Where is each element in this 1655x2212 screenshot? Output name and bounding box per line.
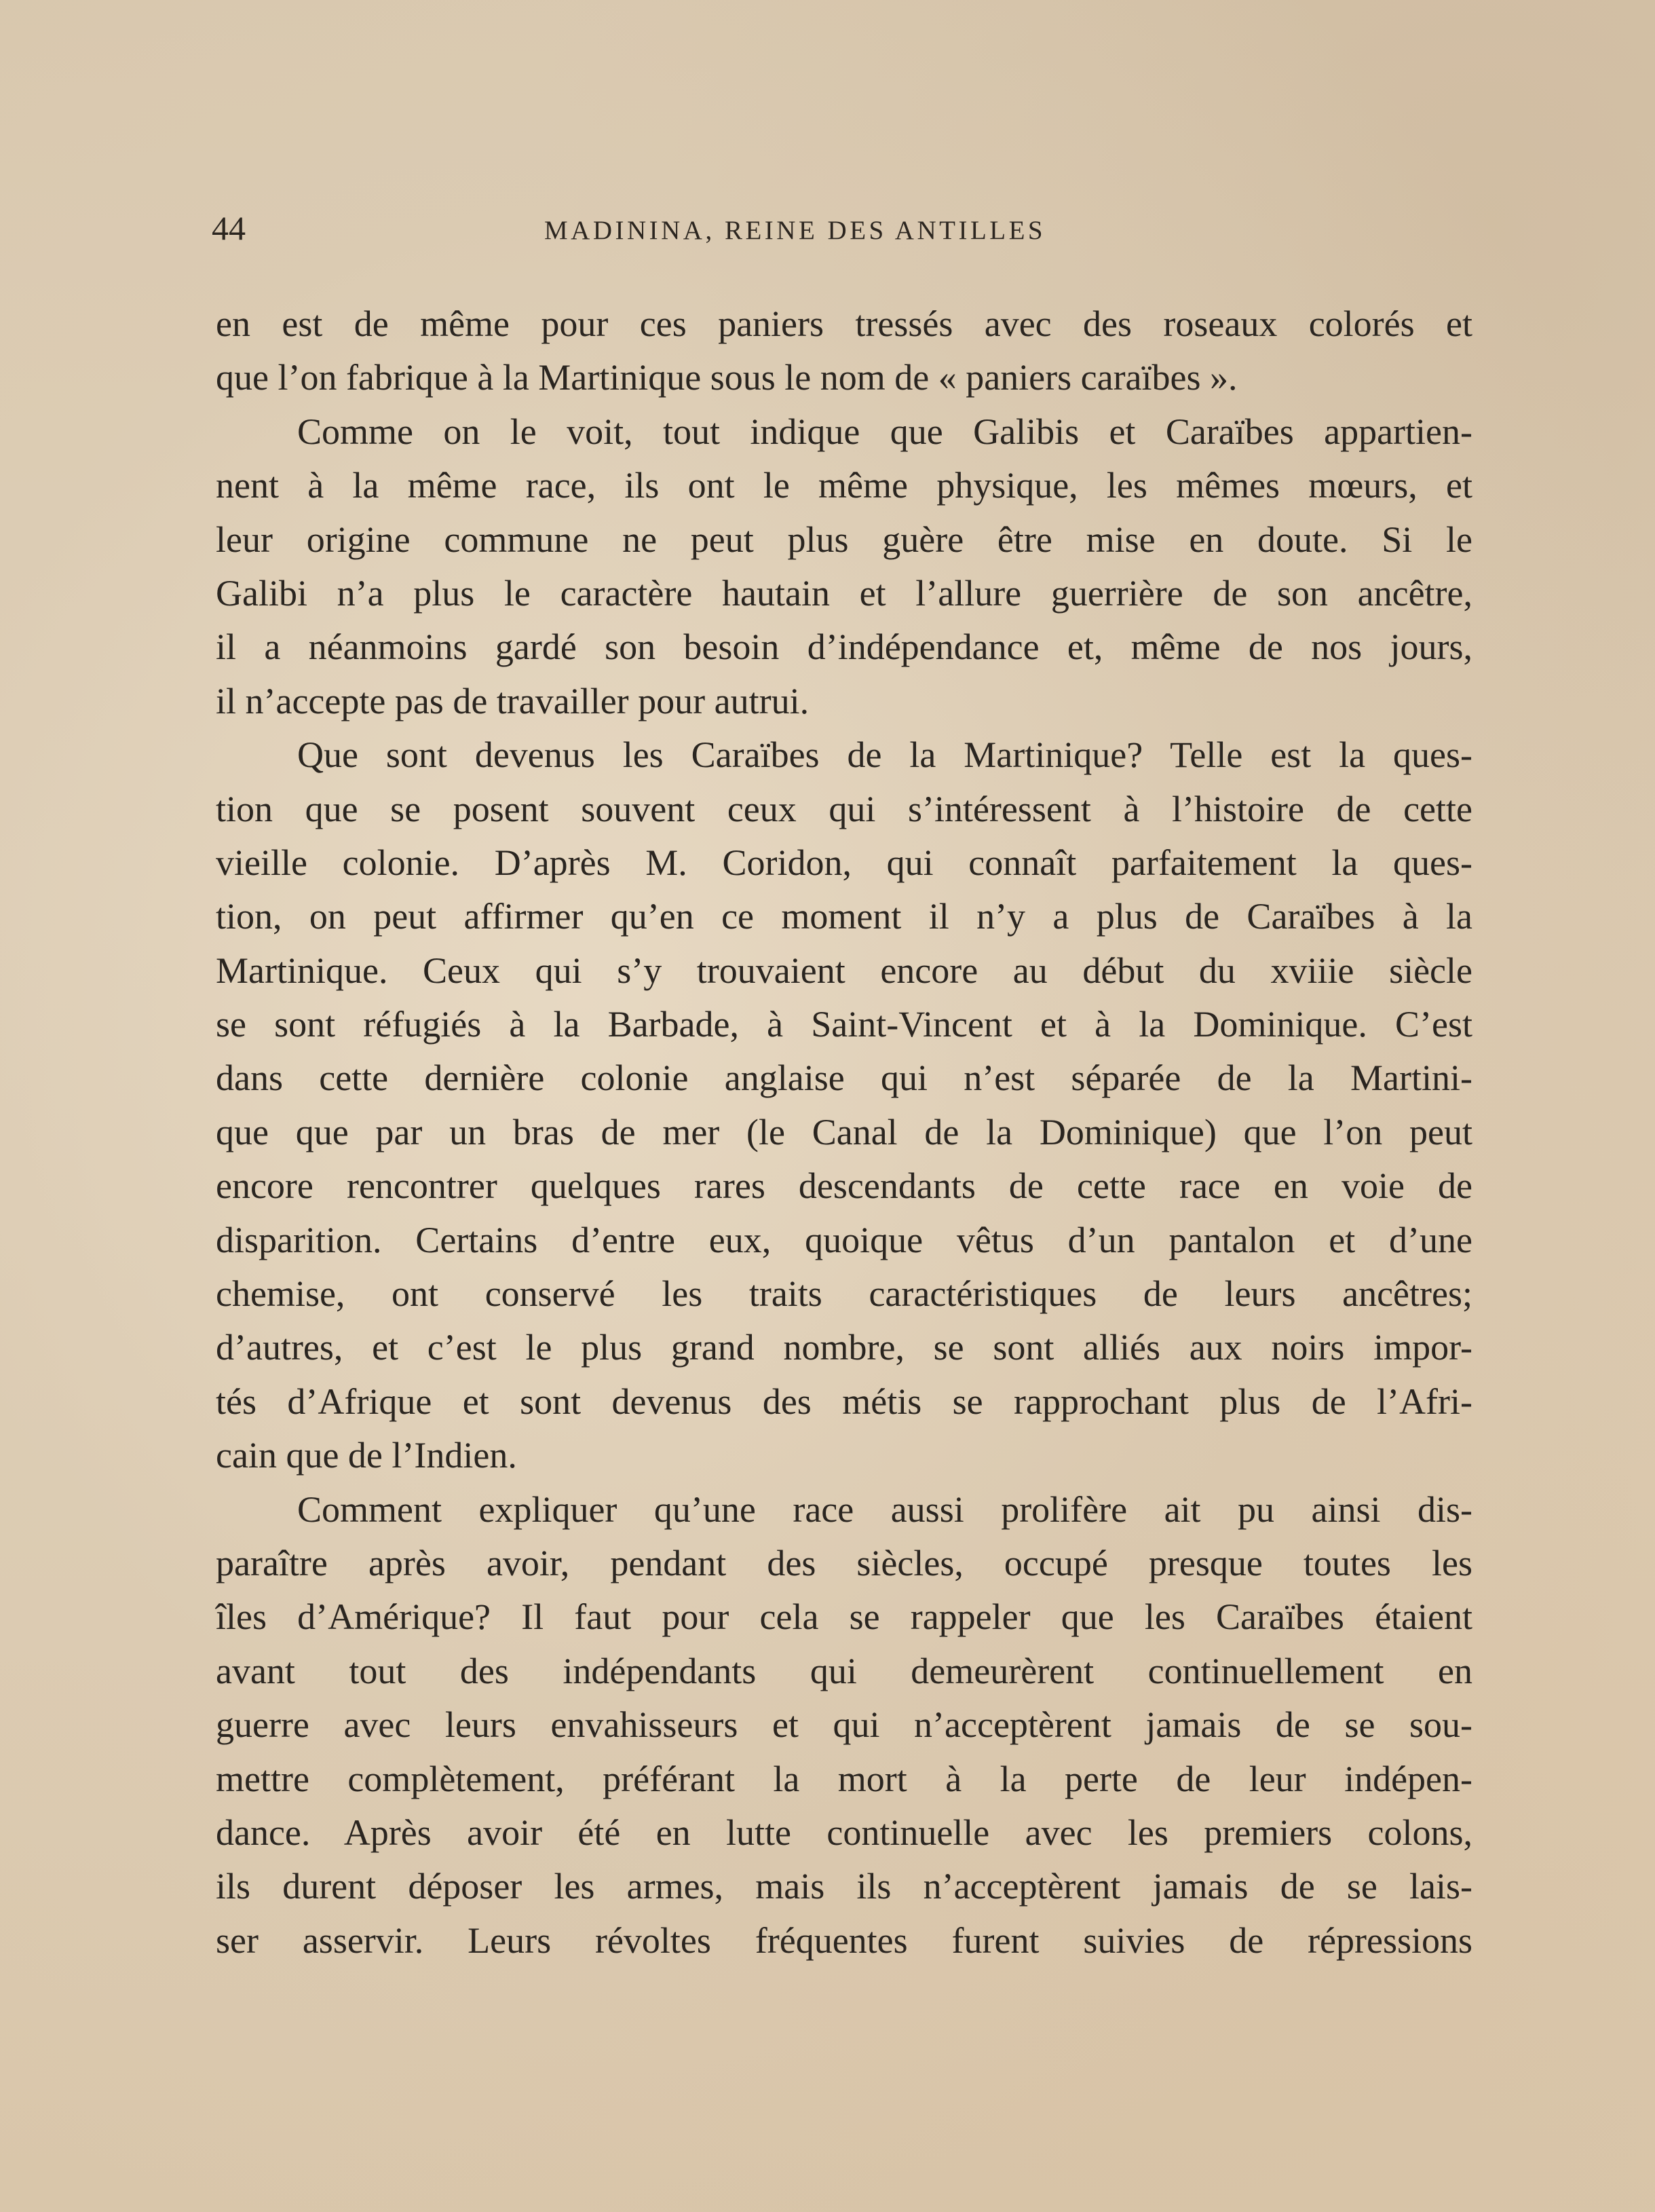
- text-line: que que par un bras de mer (le Canal de la Dominique) que l’on peut: [216, 1111, 1472, 1152]
- text-line: chemise, ont conservé les traits caractéristiques de leurs ancêtres;: [216, 1273, 1472, 1315]
- text-line: il a néanmoins gardé son besoin d’indépendance et, même de nos jours,: [216, 626, 1472, 668]
- text-line: Martinique. Ceux qui s’y trouvaient encore au début du xviiie siècle: [216, 950, 1472, 991]
- text-line: tion que se posent souvent ceux qui s’intéressent à l’histoire de cette: [216, 788, 1472, 829]
- text-line: paraître après avoir, pendant des siècles, occupé presque toutes les: [216, 1542, 1472, 1583]
- text-line: dance. Après avoir été en lutte continuelle avec les premiers colons,: [216, 1812, 1472, 1853]
- text-line: ser asservir. Leurs révoltes fréquentes furent suivies de répressions: [216, 1919, 1472, 1961]
- text-line: il n’accepte pas de travailler pour autrui.: [216, 680, 810, 721]
- text-line: mettre complètement, préférant la mort à la perte de leur indépen-: [216, 1758, 1472, 1799]
- text-line: nent à la même race, ils ont le même physique, les mêmes mœurs, et: [216, 465, 1472, 506]
- text-line: disparition. Certains d’entre eux, quoique vêtus d’un pantalon et d’une: [216, 1219, 1472, 1260]
- text-line: encore rencontrer quelques rares descendants de cette race en voie de: [216, 1165, 1472, 1207]
- page-number: 44: [212, 209, 246, 247]
- text-line: îles d’Amérique? Il faut pour cela se rappeler que les Caraïbes étaient: [216, 1596, 1472, 1638]
- text-line: se sont réfugiés à la Barbade, à Saint-Vincent et à la Dominique. C’est: [216, 1004, 1472, 1045]
- text-line: en est de même pour ces paniers tressés avec des roseaux colorés et: [216, 303, 1472, 344]
- text-line: tés d’Afrique et sont devenus des métis se rapprochant plus de l’Afri-: [216, 1381, 1472, 1422]
- text-line: vieille colonie. D’après M. Coridon, qui connaît parfaitement la ques-: [216, 842, 1472, 883]
- text-line: ils durent déposer les armes, mais ils n’acceptèrent jamais de se lais-: [216, 1866, 1472, 1907]
- body-text: [216, 297, 1472, 1968]
- paragraph-first-line: Que sont devenus les Caraïbes de la Martinique? Telle est la ques-: [297, 734, 1472, 776]
- text-line: guerre avec leurs envahisseurs et qui n’acceptèrent jamais de se sou-: [216, 1704, 1472, 1746]
- text-line: cain que de l’Indien.: [216, 1435, 517, 1476]
- running-title: MADININA, REINE DES ANTILLES: [544, 216, 1046, 245]
- text-line: Galibi n’a plus le caractère hautain et l’allure guerrière de son ancêtre,: [216, 572, 1472, 614]
- text-line: d’autres, et c’est le plus grand nombre, se sont alliés aux noirs impor-: [216, 1327, 1472, 1368]
- text-line: avant tout des indépendants qui demeurèrent continuellement en: [216, 1650, 1472, 1691]
- paragraph-first-line: Comme on le voit, tout indique que Galibis et Caraïbes appartien-: [297, 411, 1472, 452]
- paragraph-first-line: Comment expliquer qu’une race aussi prolifère ait pu ainsi dis-: [297, 1488, 1472, 1530]
- running-head: [212, 204, 1475, 258]
- text-line: tion, on peut affirmer qu’en ce moment il n’y a plus de Caraïbes à la: [216, 896, 1472, 937]
- text-line: que l’on fabrique à la Martinique sous le nom de « paniers caraïbes ».: [216, 357, 1238, 398]
- text-line: leur origine commune ne peut plus guère être mise en doute. Si le: [216, 519, 1472, 560]
- text-line: dans cette dernière colonie anglaise qui n’est séparée de la Martini-: [216, 1057, 1472, 1099]
